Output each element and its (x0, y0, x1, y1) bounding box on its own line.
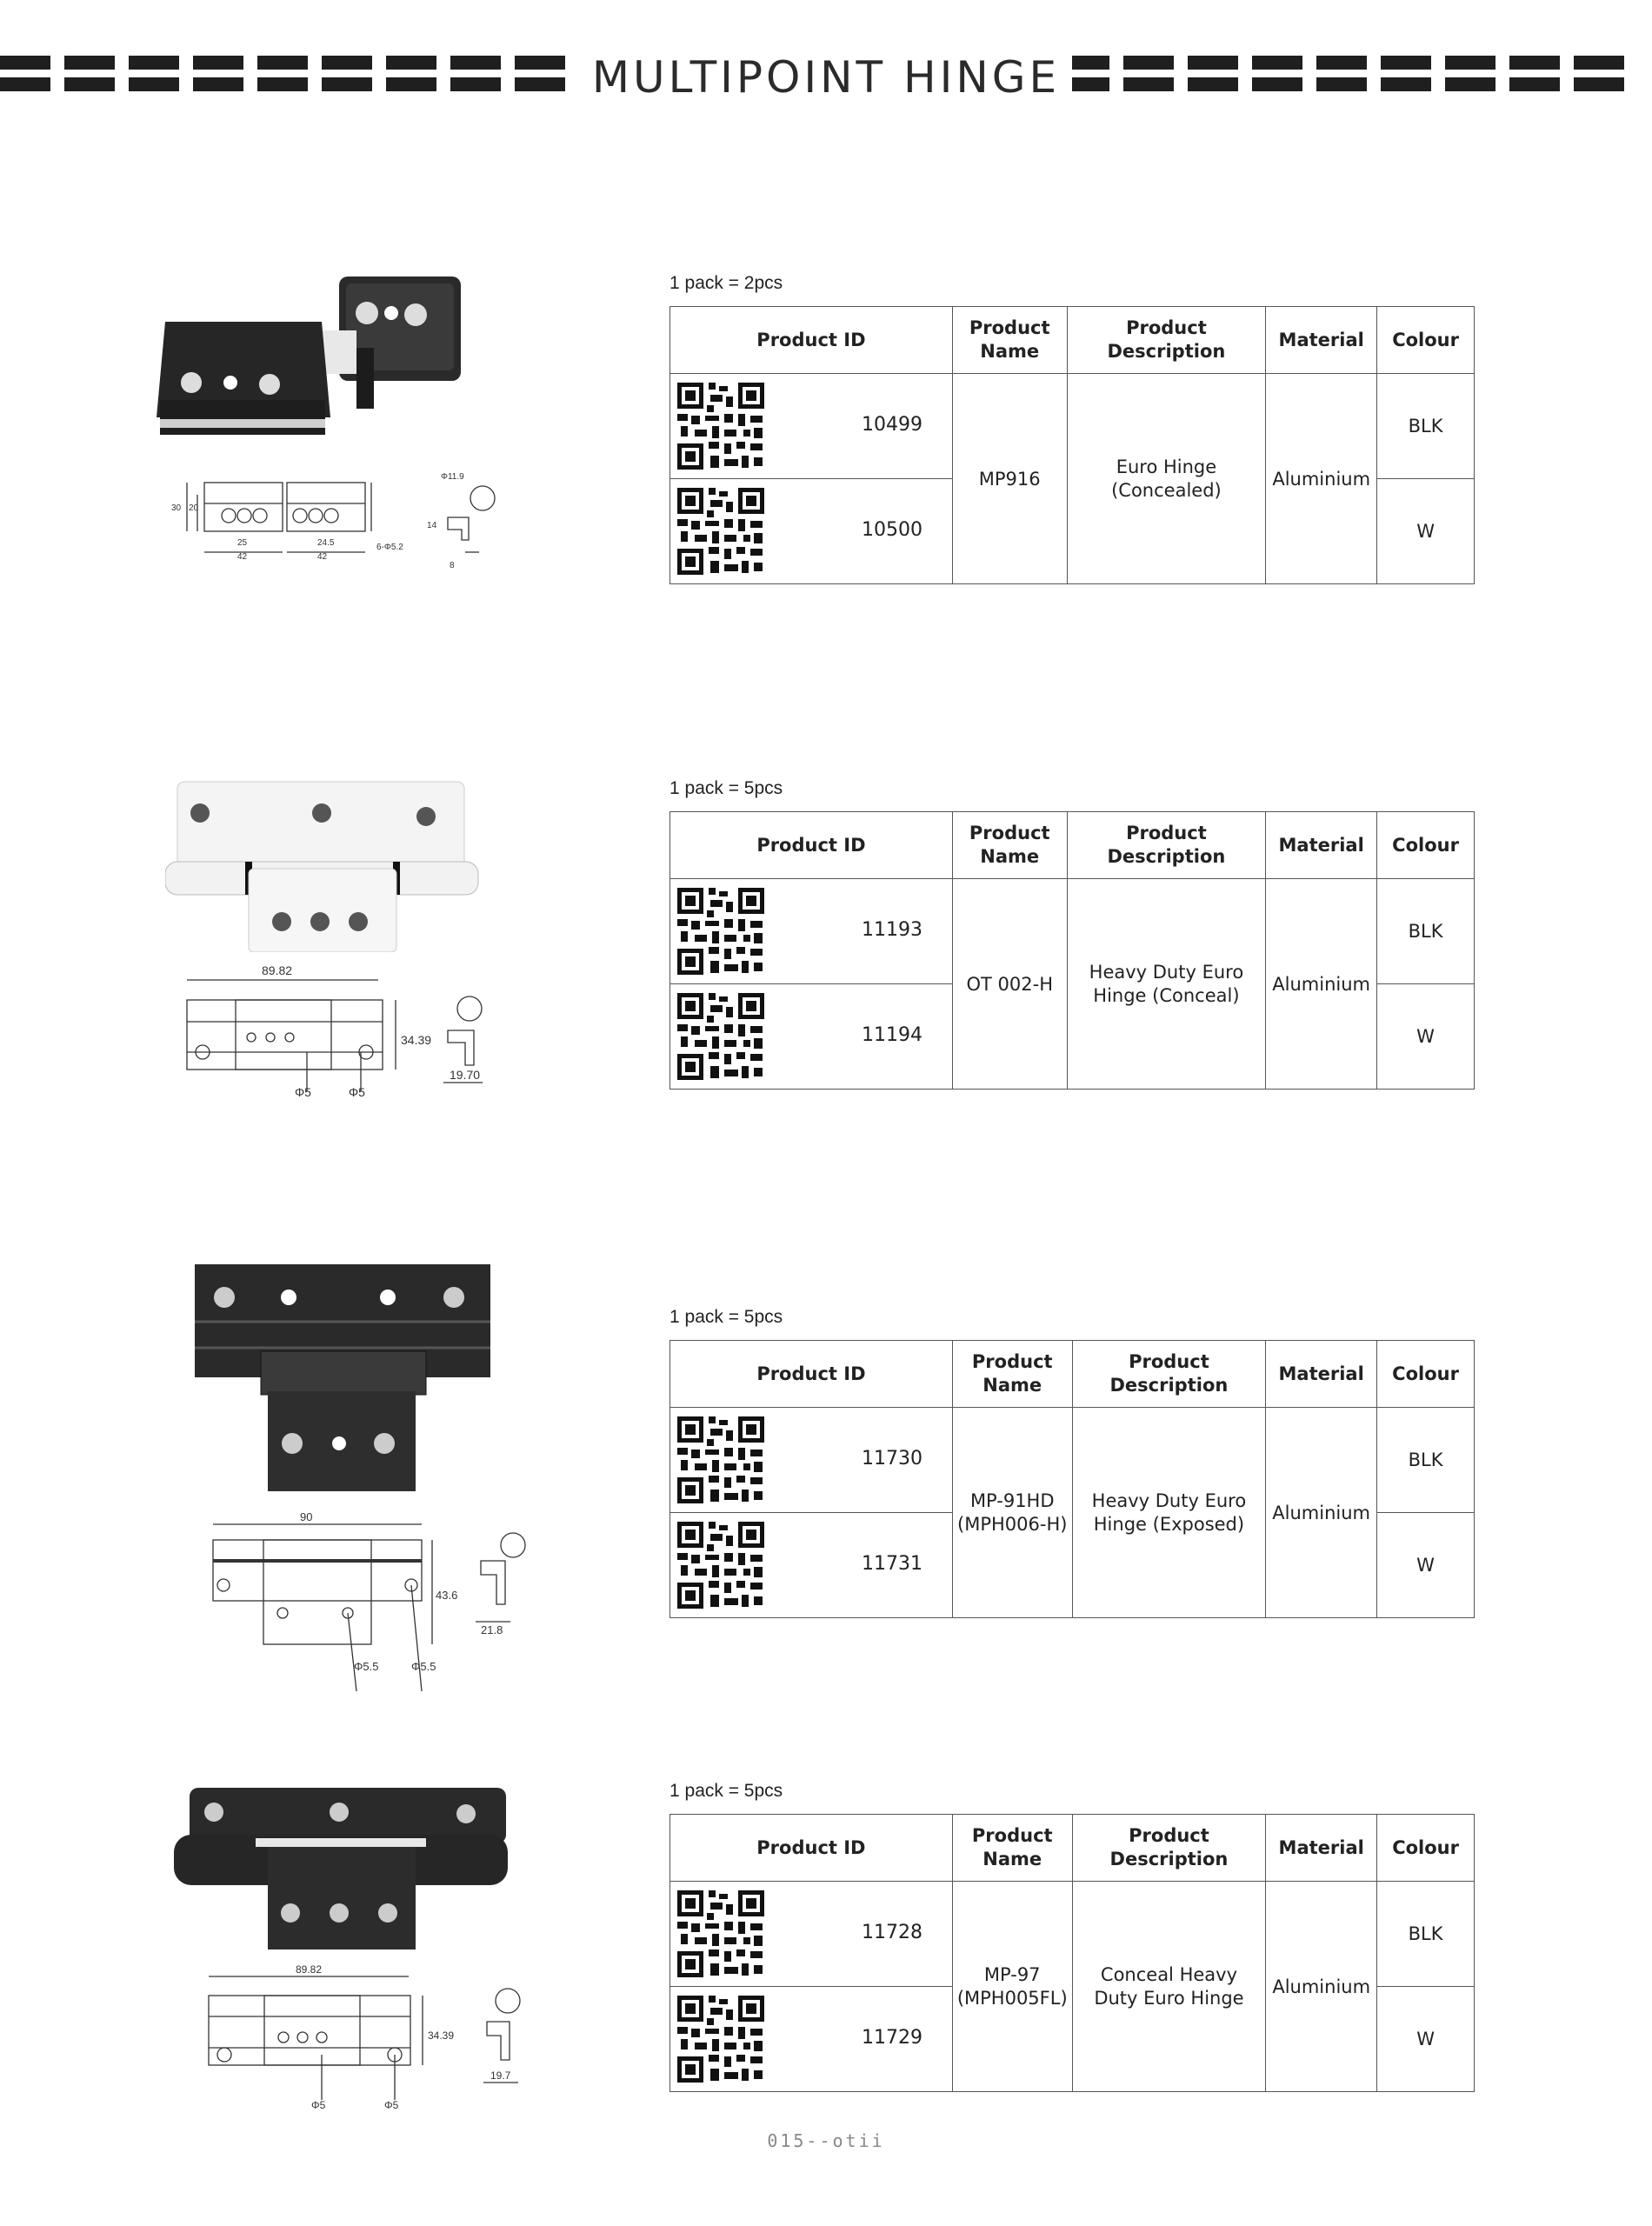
qr-code-icon[interactable] (676, 1889, 766, 1979)
qr-code-icon[interactable] (676, 1994, 766, 2084)
svg-text:25: 25 (237, 538, 248, 548)
page-header (0, 50, 1652, 103)
svg-text:8: 8 (450, 561, 455, 570)
svg-text:Φ5: Φ5 (349, 1085, 365, 1099)
svg-text:Φ5.5: Φ5.5 (354, 1660, 379, 1673)
header-product-id: Product ID (670, 1341, 953, 1408)
product-description-cell: Euro Hinge (Concealed) (1067, 374, 1266, 584)
svg-text:24.5: 24.5 (317, 538, 335, 548)
svg-text:Φ5: Φ5 (384, 2099, 399, 2111)
product-id-cell (670, 374, 953, 479)
product-description-cell: Heavy Duty Euro Hinge (Exposed) (1072, 1408, 1266, 1618)
header-product-id: Product ID (670, 307, 953, 374)
header-product-name: Product Name (952, 1815, 1072, 1882)
qr-code-icon[interactable] (676, 991, 766, 1082)
product-table-mp916 (669, 306, 1475, 584)
qr-code-icon[interactable] (676, 886, 766, 976)
product-id-cell (670, 984, 953, 1090)
qr-code-icon[interactable] (676, 486, 766, 576)
product-id-value: 11731 (862, 1553, 923, 1575)
page-title: MULTIPOINT HINGE (0, 52, 1652, 103)
product-id-cell (670, 1987, 953, 2092)
colour-cell: W (1377, 1513, 1475, 1618)
pack-quantity-note: 1 pack = 5pcs (669, 1307, 783, 1327)
svg-text:21.8: 21.8 (481, 1623, 503, 1636)
product-id-cell (670, 479, 953, 584)
product-id-value: 11729 (862, 2027, 923, 2049)
product-id-value: 11730 (862, 1448, 923, 1470)
svg-text:89.82: 89.82 (262, 963, 293, 977)
svg-text:Φ5: Φ5 (295, 1085, 311, 1099)
product-id-cell (670, 1513, 953, 1618)
svg-text:Φ5: Φ5 (311, 2099, 326, 2111)
colour-cell: BLK (1377, 1408, 1475, 1513)
technical-drawing-mp97 (200, 1961, 548, 2117)
product-table-mp91hd (669, 1340, 1475, 1618)
header-colour: Colour (1377, 1341, 1475, 1408)
product-name-cell: MP916 (952, 374, 1067, 584)
header-product-id: Product ID (670, 812, 953, 879)
product-id-value: 10500 (862, 519, 923, 541)
svg-text:6-Φ5.2: 6-Φ5.2 (376, 543, 403, 552)
header-material: Material (1266, 812, 1377, 879)
product-name-cell: MP-97 (MPH005FL) (952, 1882, 1072, 2092)
svg-text:42: 42 (317, 552, 328, 562)
header-product-description: Product Description (1067, 307, 1266, 374)
header-product-description: Product Description (1072, 1815, 1266, 1882)
header-colour: Colour (1377, 307, 1475, 374)
product-table-ot002h (669, 811, 1475, 1090)
technical-drawing-mp916 (170, 465, 517, 574)
colour-cell: W (1377, 479, 1475, 584)
qr-code-icon[interactable] (676, 381, 766, 471)
pack-quantity-note: 1 pack = 5pcs (669, 778, 783, 798)
colour-cell: W (1377, 1987, 1475, 2092)
svg-text:Φ11.9: Φ11.9 (441, 472, 464, 482)
product-description-cell: Conceal Heavy Duty Euro Hinge (1072, 1882, 1266, 2092)
product-id-value: 11194 (862, 1024, 923, 1046)
product-id-value: 10499 (862, 414, 923, 436)
svg-text:43.6: 43.6 (436, 1589, 458, 1602)
svg-text:34.39: 34.39 (428, 2029, 455, 2042)
pack-quantity-note: 1 pack = 5pcs (669, 1781, 783, 1801)
svg-text:19.7: 19.7 (490, 2069, 511, 2082)
header-material: Material (1266, 1815, 1377, 1882)
svg-text:19.70: 19.70 (450, 1068, 481, 1082)
material-cell: Aluminium (1266, 1408, 1377, 1618)
header-product-description: Product Description (1067, 812, 1266, 879)
technical-drawing-mp91hd (204, 1509, 552, 1700)
svg-text:42: 42 (237, 552, 248, 562)
product-id-value: 11193 (862, 919, 923, 941)
pack-quantity-note: 1 pack = 2pcs (669, 273, 783, 293)
header-product-description: Product Description (1072, 1341, 1266, 1408)
hinge-photo-black-conceal-heavy (174, 1783, 513, 1956)
product-table-mp97 (669, 1814, 1475, 2092)
colour-cell: W (1377, 984, 1475, 1090)
technical-drawing-ot002h (178, 961, 526, 1100)
svg-text:89.82: 89.82 (296, 1963, 323, 1976)
header-colour: Colour (1377, 1815, 1475, 1882)
svg-text:14: 14 (427, 521, 437, 530)
colour-cell: BLK (1377, 879, 1475, 984)
header-product-name: Product Name (952, 1341, 1072, 1408)
product-name-cell: OT 002-H (952, 879, 1067, 1090)
header-product-id: Product ID (670, 1815, 953, 1882)
hinge-photo-white-conceal (165, 778, 487, 952)
svg-text:34.39: 34.39 (401, 1033, 432, 1047)
hinge-photo-black-exposed (191, 1261, 496, 1496)
product-id-value: 11728 (862, 1922, 923, 1943)
product-id-cell (670, 1882, 953, 1987)
hinge-photo-black-concealed (148, 270, 496, 443)
product-id-cell (670, 1408, 953, 1513)
svg-text:Φ5.5: Φ5.5 (411, 1660, 436, 1673)
header-material: Material (1266, 307, 1377, 374)
header-product-name: Product Name (952, 307, 1067, 374)
material-cell: Aluminium (1266, 879, 1377, 1090)
colour-cell: BLK (1377, 1882, 1475, 1987)
svg-text:20: 20 (189, 503, 199, 513)
material-cell: Aluminium (1266, 374, 1377, 584)
page-number: 015--otii (767, 2130, 885, 2151)
header-colour: Colour (1377, 812, 1475, 879)
material-cell: Aluminium (1266, 1882, 1377, 2092)
header-material: Material (1266, 1341, 1377, 1408)
colour-cell: BLK (1377, 374, 1475, 479)
product-id-cell (670, 879, 953, 984)
qr-code-icon[interactable] (676, 1520, 766, 1610)
svg-text:30: 30 (171, 503, 182, 513)
header-product-name: Product Name (952, 812, 1067, 879)
svg-text:90: 90 (300, 1510, 313, 1523)
product-name-cell: MP-91HD (MPH006-H) (952, 1408, 1072, 1618)
product-description-cell: Heavy Duty Euro Hinge (Conceal) (1067, 879, 1266, 1090)
qr-code-icon[interactable] (676, 1415, 766, 1505)
